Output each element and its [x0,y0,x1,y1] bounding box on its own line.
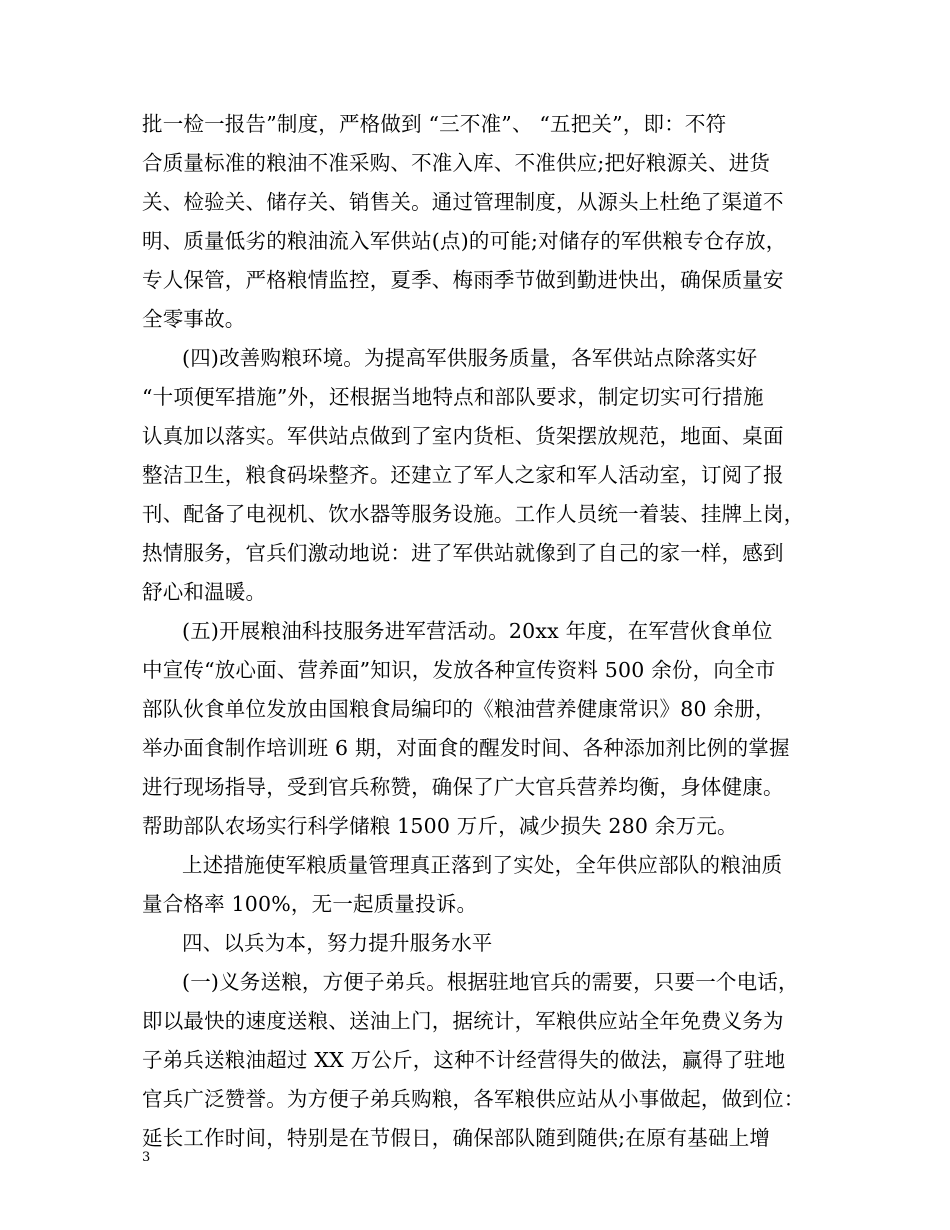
text-line: 整洁卫生，粮食码垛整齐。还建立了军人之家和军人活动室，订阅了报 [142,463,784,487]
text-line: 认真加以落实。军供站点做到了室内货柜、货架摆放规范，地面、桌面 [142,424,784,448]
text-line: 即以最快的速度送粮、送油上门，据统计，军粮供应站全年免费义务为 [142,1009,784,1033]
text-line: 专人保管，严格粮情监控，夏季、梅雨季节做到勤进快出，确保质量安 [142,268,784,292]
text-line: 进行现场指导，受到官兵称赞，确保了广大官兵营养均衡，身体健康。 [142,775,784,799]
text-line: 举办面食制作培训班 6 期，对面食的醒发时间、各种添加剂比例的掌握 [142,736,790,760]
text-line: 批一检一报告”制度，严格做到 “三不准”、 “五把关”，即：不符 [142,112,727,136]
paragraph-start-line: (四)改善购粮环境。为提高军供服务质量，各军供站点除落实好 [182,346,758,370]
text-line: 延长工作时间，特别是在节假日，确保部队随到随供;在原有基础上增 [142,1126,771,1150]
text-line: 中宣传“放心面、营养面”知识，发放各种宣传资料 500 余份，向全市 [142,658,776,682]
paragraph-start-line: (五)开展粮油科技服务进军营活动。20xx 年度，在军营伙食单位 [182,619,773,643]
text-line: 明、质量低劣的粮油流入军供站(点)的可能;对储存的军供粮专仓存放， [142,229,787,253]
paragraph-start-line: (一)义务送粮，方便子弟兵。根据驻地官兵的需要，只要一个电话， [182,970,799,994]
text-line: 全零事故。 [142,307,246,331]
text-line: 量合格率 100%，无一起质量投诉。 [142,892,478,916]
text-line: 帮助部队农场实行科学储粮 1500 万斤，减少损失 280 余万元。 [142,814,738,838]
text-line: 官兵广泛赞誉。为方便子弟兵购粮，各军粮供应站从小事做起，做到位： [142,1087,805,1111]
text-line: 子弟兵送粮油超过 XX 万公斤，这种不计经营得失的做法，赢得了驻地 [142,1048,786,1072]
text-line: 热情服务，官兵们激动地说：进了军供站就像到了自己的家一样，感到 [142,541,784,565]
text-line: 合质量标准的粮油不准采购、不准入库、不准供应;把好粮源关、进货 [142,151,771,175]
text-line: 刊、配备了电视机、饮水器等服务设施。工作人员统一着装、挂牌上岗， [142,502,805,526]
section-heading: 四、以兵为本，努力提升服务水平 [182,931,493,955]
page-number: 3 [142,1150,151,1165]
text-line: “十项便军措施”外，还根据当地特点和部队要求，制定切实可行措施 [142,385,764,409]
text-line: 舒心和温暖。 [142,580,267,604]
text-line: 部队伙食单位发放由国粮食局编印的《粮油营养健康常识》80 余册， [142,697,776,721]
text-line: 关、检验关、储存关、销售关。通过管理制度，从源头上杜绝了渠道不 [142,190,784,214]
paragraph-start-line: 上述措施使军粮质量管理真正落到了实处，全年供应部队的粮油质 [182,853,783,877]
